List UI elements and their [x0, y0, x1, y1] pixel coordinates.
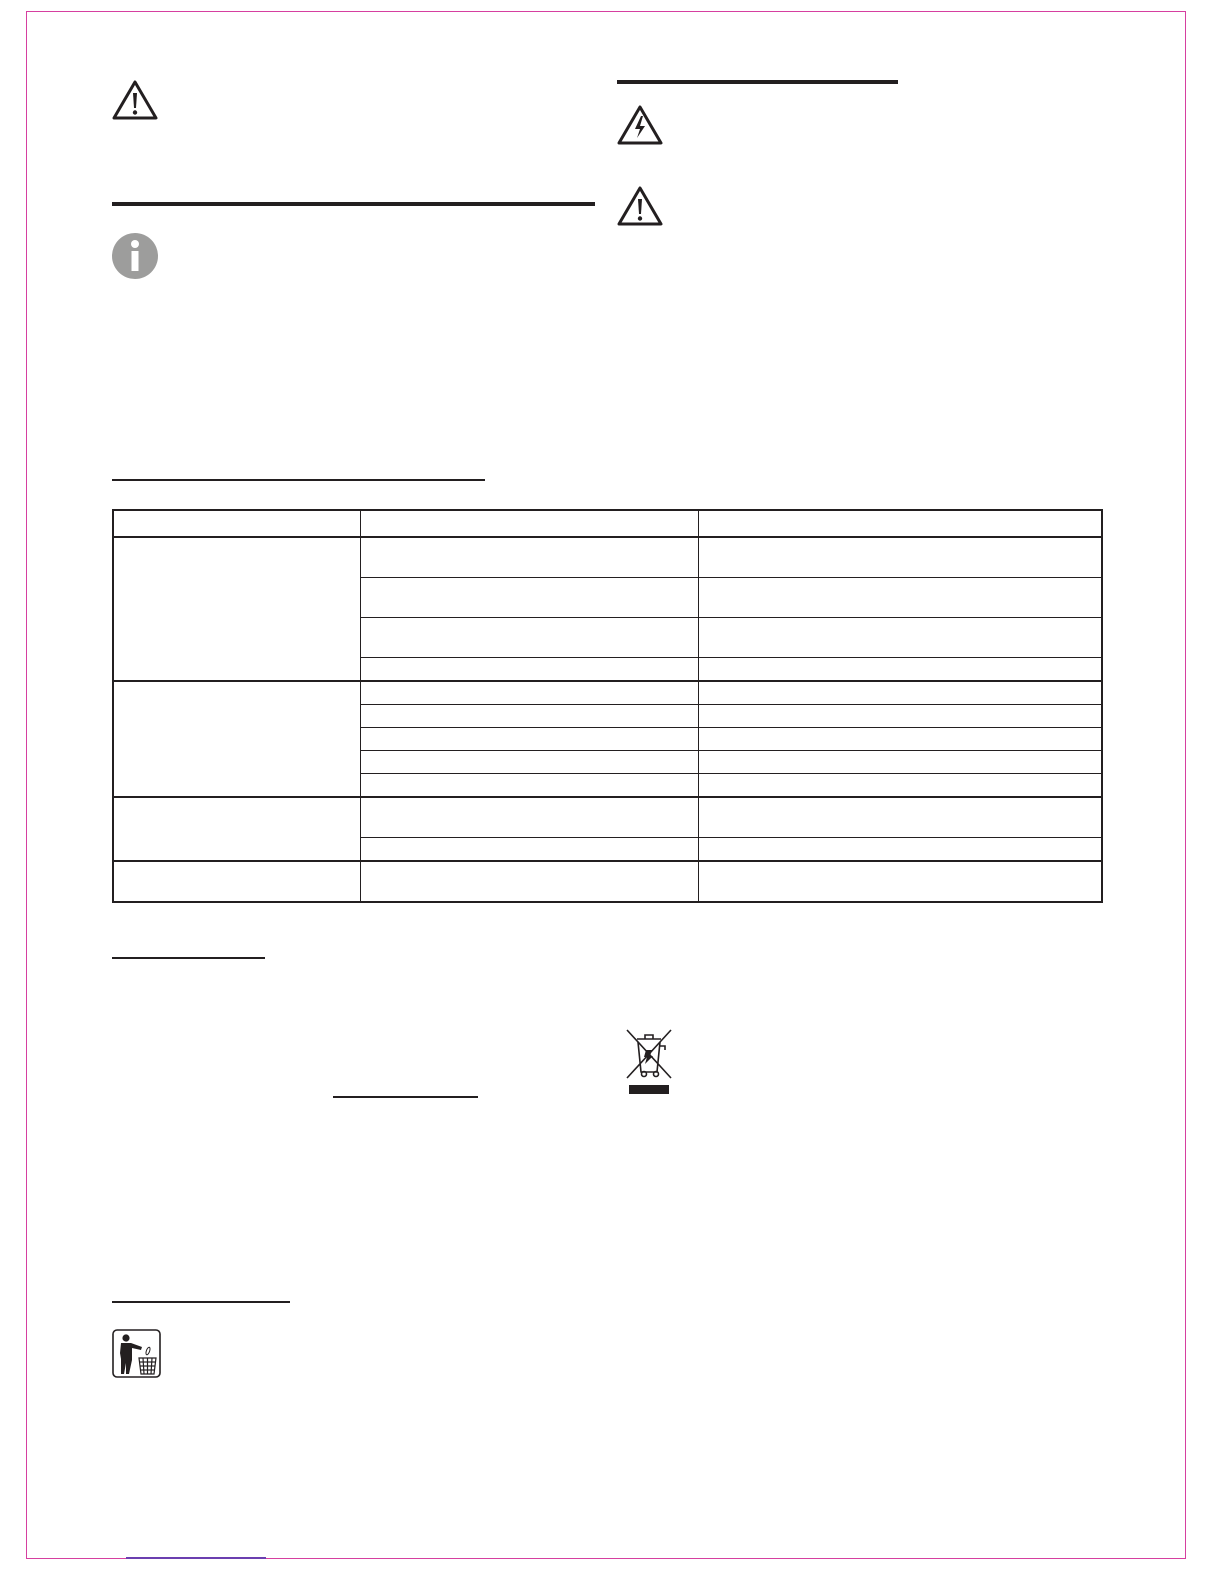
- table-cell: [360, 578, 698, 618]
- table-cell: [360, 751, 698, 774]
- electric-hazard-icon: [616, 104, 664, 146]
- section-divider: [617, 80, 898, 84]
- table-cell: [698, 705, 1102, 728]
- crossed-out-bin-icon: [624, 1026, 674, 1096]
- page-footer-strip: [126, 1557, 266, 1559]
- section-divider: [112, 202, 595, 206]
- table-header-cell: [113, 510, 360, 537]
- table-cell: [360, 537, 698, 578]
- warning-triangle-icon: [616, 185, 664, 227]
- warning-triangle-icon: [111, 79, 159, 121]
- table-row: [113, 537, 1102, 578]
- table-group-cell: [113, 681, 360, 797]
- table-cell: [360, 838, 698, 862]
- table-cell: [360, 774, 698, 798]
- table-cell: [360, 728, 698, 751]
- link-underline: [333, 1096, 478, 1098]
- table-group-cell: [113, 797, 360, 861]
- table-cell: [360, 618, 698, 658]
- section-divider: [112, 957, 265, 959]
- table-cell: [360, 797, 698, 838]
- table-cell: [698, 618, 1102, 658]
- table-group-cell: [113, 861, 360, 902]
- table-row: [113, 861, 1102, 902]
- table-cell: [698, 681, 1102, 705]
- table-cell: [698, 537, 1102, 578]
- table-cell: [360, 705, 698, 728]
- table-cell: [698, 658, 1102, 682]
- table-cell: [698, 728, 1102, 751]
- specification-table: [112, 509, 1103, 903]
- table-header-cell: [360, 510, 698, 537]
- table-header-row: [113, 510, 1102, 537]
- table-cell: [698, 861, 1102, 902]
- table-cell: [698, 774, 1102, 798]
- table-cell: [698, 797, 1102, 838]
- table-cell: [360, 681, 698, 705]
- table-row: [113, 797, 1102, 838]
- litter-disposal-icon: [112, 1329, 161, 1378]
- section-divider: [112, 1301, 290, 1303]
- table-group-cell: [113, 537, 360, 681]
- table-cell: [360, 658, 698, 682]
- section-divider: [112, 479, 485, 481]
- table-header-cell: [698, 510, 1102, 537]
- table-cell: [698, 578, 1102, 618]
- table-cell: [698, 751, 1102, 774]
- table-cell: [698, 838, 1102, 862]
- table-row: [113, 681, 1102, 705]
- info-circle-icon: [111, 232, 159, 280]
- table-cell: [360, 861, 698, 902]
